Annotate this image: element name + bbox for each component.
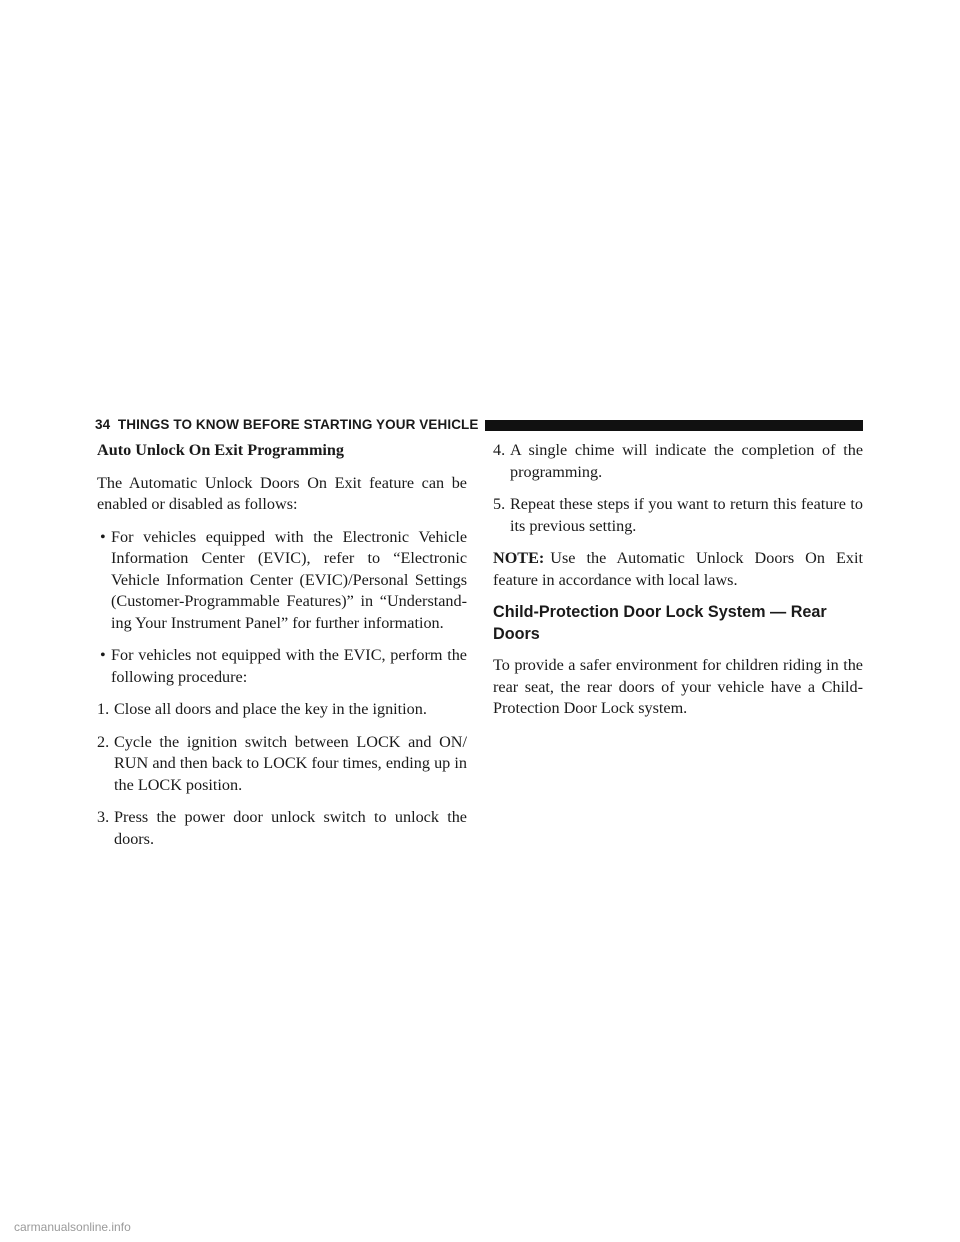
note-text: Use the Automatic Unlock Doors On Exit feature in accordance with local laws.: [493, 549, 863, 589]
step-number: 5.: [493, 495, 506, 513]
bullet-marker: •: [100, 646, 106, 664]
section-title: THINGS TO KNOW BEFORE STARTING YOUR VEHICLE: [117, 417, 479, 432]
bullet-text: For vehicles not equipped with the EVIC, perform the following procedure:: [111, 646, 467, 686]
list-item: [97, 699, 467, 721]
section-heading-child-protection: Child-Protection Door Lock System — Rear Doors: [493, 603, 827, 643]
bullet-marker: •: [100, 527, 106, 546]
step-number: 1.: [97, 700, 110, 718]
step-text: Cycle the ignition switch between LOCK and ON/ RUN and then back to LOCK four times, ending up in the LOCK position.: [114, 732, 467, 794]
header-title: [95, 417, 479, 433]
list-item: [97, 732, 467, 797]
left-column: [97, 440, 467, 861]
bullet-text: For vehicles equipped with the Electronic Vehicle Information Center (EVIC), refer to “Electronic Vehicle Information Center (EVIC)/Personal Settings (Customer-Programmable Features)” in “Understand- ing Your Instrument Panel” for further information.: [111, 527, 467, 632]
child-protection-paragraph: To provide a safer environment for children riding in the rear seat, the rear doors of your vehicle have a Child- Protection Door Lock system.: [493, 656, 863, 717]
watermark-text: carmanualsonline.info: [14, 1220, 131, 1234]
header-rule: [485, 420, 864, 431]
step-number: 4.: [493, 441, 506, 459]
step-text: Repeat these steps if you want to return this feature to its previous setting.: [510, 495, 863, 535]
running-header: [95, 417, 863, 433]
page-number: 34: [95, 417, 111, 432]
section-heading-auto-unlock: Auto Unlock On Exit Programming: [97, 441, 345, 459]
note-label: NOTE:: [493, 549, 545, 567]
step-number: 2.: [97, 732, 110, 751]
step-text: Close all doors and place the key in the ignition.: [114, 700, 427, 718]
list-item: [493, 494, 863, 537]
list-item: [97, 807, 467, 850]
bullet-item-evic: [97, 527, 467, 635]
step-text: Press the power door unlock switch to unlock the doors.: [114, 808, 467, 848]
bullet-item-no-evic: [97, 645, 467, 688]
intro-paragraph: The Automatic Unlock Doors On Exit feature can be enabled or disabled as follows:: [97, 473, 467, 513]
step-text: A single chime will indicate the completion of the programming.: [510, 441, 863, 481]
list-item: [493, 440, 863, 483]
note-paragraph: [493, 548, 863, 591]
right-column: [493, 440, 863, 731]
step-number: 3.: [97, 808, 110, 826]
